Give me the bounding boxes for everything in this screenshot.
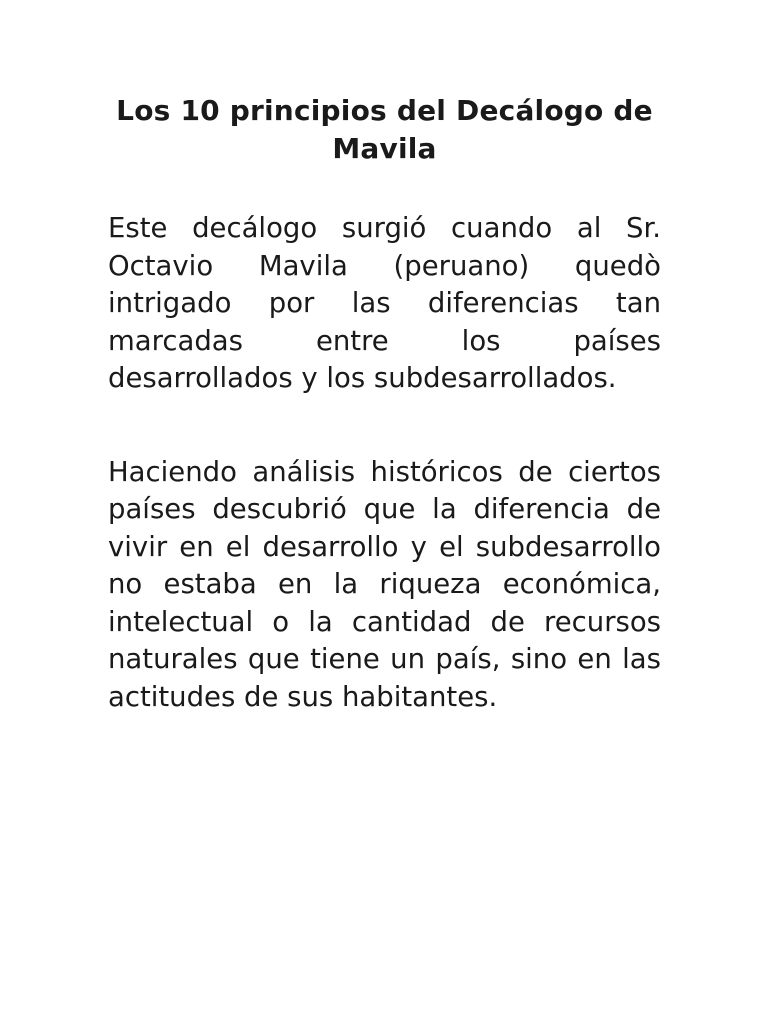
paragraph-analysis: Haciendo análisis históricos de ciertos países descubrió que la diferencia de vivir en el desarrollo y el subdesarrollo no estaba en la riqueza económica, intelectual o la cantidad de recursos naturales que tiene un país, sino en las actitudes de sus habitantes. (108, 455, 661, 713)
document-page (108, 92, 661, 716)
paragraph-intro: Este decálogo surgió cuando al Sr. Octavio Mavila (peruano) quedò intrigado por las diferencias tan marcadas entre los países desarrollados y los subdesarrollados. (108, 212, 661, 394)
document-title: Los 10 principios del Decálogo de Mavila (116, 94, 653, 165)
